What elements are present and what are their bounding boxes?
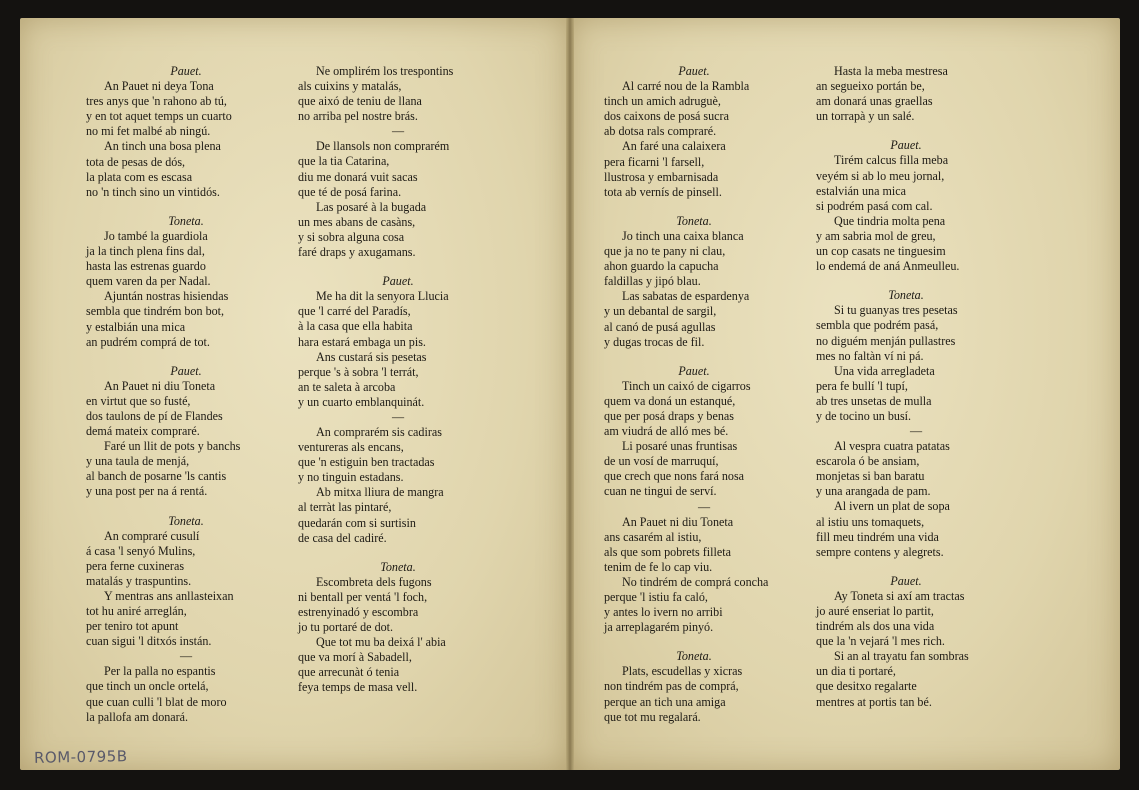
verse-line: per teniro tot apunt [86,619,179,634]
verse-line: No tindrém de comprá concha [622,574,769,589]
column-2 [298,64,498,696]
verse-line: llustrosa y embarnisada [604,169,719,184]
column-4 [816,64,1016,710]
verse-line: y estalbián una mica [86,319,186,334]
verse-line: tenim de fe lo cap viu. [604,559,713,574]
verse-line: Las sabatas de espardenya [622,289,750,304]
verse-line: faldillas y jipó blau. [604,274,701,289]
verse-line: Y mentras ans anllasteixan [104,589,234,603]
verse-line: Que tot mu ba deixá l' abia [316,635,446,650]
column-3 [604,64,804,725]
verse-line: no 'n tinch sino un vintidós. [86,184,220,199]
verse-line: que tinch un oncle ortelá, [86,679,209,694]
stanza-gap [816,560,1016,574]
verse-line: perque 'l istiu fa caló, [604,590,708,604]
verse-line: estrenyinadó y escombra [298,605,419,619]
speaker-name: Pauet. [890,573,922,588]
verse-line: Jo també la guardiola [104,228,208,243]
verse-line: als que som pobrets filleta [604,544,731,559]
verse-line: que va morí à Sabadell, [298,650,412,665]
speaker-name: Pauet. [382,274,414,289]
verse-line: y un cuarto emblanquinát. [298,394,425,409]
verse-line: que crech que nons fará nosa [604,469,745,484]
verse-line: pera ferne cuxineras [86,558,185,573]
verse-line: Las posaré à la bugada [316,199,427,214]
verse-line: á casa 'l senyó Mulins, [86,543,196,558]
verse-line: quem va doná un estanqué, [604,393,736,408]
verse-line: cuan ne tingui de serví. [604,484,717,499]
page-fold [566,18,574,770]
verse-line: al istiu uns tomaquets, [816,514,925,529]
verse-line: à la casa que ella habita [298,319,413,334]
verse-line: Me ha dit la senyora Llucia [316,289,449,304]
verse-line: Per la palla no espantis [104,664,216,679]
verse-line: sembla que podrém pasá, [816,318,939,333]
verse-line: que ja no te pany ni clau, [604,244,726,259]
stanza-gap [86,200,286,214]
verse-line: Ajuntán nostras hisiendas [104,289,229,304]
verse-line: Plats, escudellas y xicras [622,664,743,679]
verse-line: de un vosí de marruquí, [604,454,719,469]
verse-line: al canó de pusá agullas [604,319,716,334]
verse-line: dos taulons de pí de Flandes [86,408,223,423]
verse-line: jo tu portaré de dot. [298,620,394,635]
speaker-name: Toneta. [888,288,924,303]
verse-line: Faré un llit de pots y banchs [104,439,241,454]
speaker-name: Pauet. [170,363,202,378]
verse-line: Al ivern un plat de sopa [834,499,950,514]
verse-line: y en tot aquet temps un cuarto [86,109,232,124]
verse-line: fill meu tindrém una vida [816,529,939,544]
verse-line: Jo tinch una caixa blanca [622,228,744,243]
stanza-gap [604,635,804,649]
verse-line: An faré una calaixera [622,139,726,154]
verse-line: hara estará embaga un pis. [298,334,426,349]
verse-line: lo endemá de aná Anmeulleu. [816,259,960,274]
verse-line: y una taula de menjá, [86,454,190,469]
verse-line: y no tinguin estadans. [298,470,404,485]
verse-line: que la 'n vejará 'l mes rich. [816,634,945,649]
verse-line: y am sabria mol de greu, [816,228,936,243]
verse-line: als cuixins y matalás, [298,79,402,94]
verse-line: An tinch una bosa plena [104,139,221,154]
verse-line: ni bentall per ventá 'l foch, [298,589,428,604]
verse-line: tot hu aniré arreglán, [86,604,187,619]
verse-line: sempre contens y alegrets. [816,544,944,559]
verse-line: dos caixons de posá sucra [604,109,729,124]
verse-line: y una arangada de pam. [816,484,931,499]
verse-line: Si tu guanyas tres pesetas [834,303,958,318]
verse-line: An Pauet ni deya Tona [104,79,214,94]
stanza-gap [604,200,804,214]
archive-label: ROM-0795B [33,747,128,767]
speaker-name: Toneta. [380,559,416,574]
verse-line: non tindrém pas de comprá, [604,679,739,694]
verse-line: An Pauet ni diu Toneta [104,378,216,393]
column-1 [86,64,286,725]
verse-line: ja arreplagarém pinyó. [604,620,714,635]
stanza-gap [604,350,804,364]
verse-line: que arrecunàt ó tenia [298,665,400,680]
verse-line: Al carré nou de la Rambla [622,79,750,94]
verse-line: feya temps de masa vell. [298,680,418,695]
stanza-gap [86,350,286,364]
verse-line: un mes abans de casàns, [298,214,416,229]
verse-line: escarola ó be ansiam, [816,454,920,469]
verse-line: que desitxo regalarte [816,679,917,694]
stanza-gap [816,274,1016,288]
verse-line: tindrém als dos una vida [816,619,935,634]
verse-line: no mi fet malbé ab ningú. [86,124,211,139]
verse-line: demá mateix compraré. [86,424,200,439]
verse-line: pera ficarni 'l farsell, [604,154,705,169]
verse-line: que la tia Catarina, [298,154,390,169]
verse-line: un torrapà y un salé. [816,109,915,124]
verse-line: y un debantal de sargil, [604,304,717,319]
verse-line: an pudrém comprá de tot. [86,334,210,349]
section-dash: — [697,499,711,514]
verse-line: y antes lo ivern no arribi [604,605,723,620]
section-dash: — [391,409,405,424]
verse-line: mentres at portis tan bé. [816,694,932,709]
speaker-name: Pauet. [678,64,710,78]
verse-line: jo auré enseriat lo partit, [816,604,934,618]
verse-line: al terràt las pintaré, [298,500,392,515]
verse-line: Al vespra cuatra patatas [834,439,950,454]
verse-line: no arriba pel nostre brás. [298,109,418,124]
stanza-gap [816,124,1016,138]
stanza-gap [86,500,286,514]
verse-line: quem varen da per Nadal. [86,274,211,289]
verse-line: pera fe bullí 'l tupí, [816,378,908,393]
verse-line: ab dotsa rals compraré. [604,124,717,139]
verse-line: am donará unas graellas [816,94,933,109]
speaker-name: Toneta. [676,649,712,664]
verse-line: y dugas trocas de fil. [604,334,705,349]
verse-line: Escombreta dels fugons [316,574,432,589]
verse-line: que aixó de teniu de llana [298,94,422,109]
verse-line: y si sobra alguna cosa [298,229,405,244]
verse-line: Tinch un caixó de cigarros [622,378,751,393]
verse-line: un cop casats ne tinguesim [816,244,946,259]
verse-line: sembla que tindrém bon bot, [86,304,225,319]
verse-line: que cuan culli 'l blat de moro [86,694,227,709]
verse-line: An comprarém sis cadiras [316,424,442,439]
verse-line: An compraré cusulí [104,528,200,543]
verse-line: an segueixo portán be, [816,79,925,94]
verse-line: diu me donará vuit sacas [298,169,418,184]
verse-line: Hasta la meba mestresa [834,64,948,78]
speaker-name: Pauet. [678,363,710,378]
verse-line: la pallofa am donará. [86,709,189,724]
verse-line: al banch de posarne 'ls cantis [86,469,227,484]
verse-line: faré draps y axugamans. [298,245,416,260]
verse-line: que per posá draps y benas [604,408,734,423]
speaker-name: Toneta. [676,213,712,228]
verse-line: Que tindria molta pena [834,213,946,228]
verse-line: y de tocino un busí. [816,408,912,423]
verse-line: Ab mitxa lliura de mangra [316,485,444,500]
verse-line: monjetas si ban baratu [816,469,925,484]
speaker-name: Toneta. [168,213,204,228]
verse-line: que 'l carré del Paradís, [298,304,411,319]
verse-line: cuan sigui 'l ditxós instán. [86,634,212,649]
verse-line: un dia ti portaré, [816,664,896,679]
verse-line: Ay Toneta si axí am tractas [834,588,965,603]
verse-line: ans casarém al istiu, [604,529,702,544]
verse-line: mes no faltàn ví ni pá. [816,348,924,363]
verse-line: no diguém menján pullastres [816,333,956,348]
stanza-gap [298,546,498,560]
verse-line: que té de posá farina. [298,184,402,199]
verse-line: Una vida arregladeta [834,363,935,378]
section-dash: — [909,424,923,439]
verse-line: que 'n estiguin ben tractadas [298,455,435,470]
verse-line: Ans custará sis pesetas [316,349,427,364]
verse-line: Ne omplirém los trespontins [316,64,454,78]
verse-line: que tot mu regalará. [604,709,701,724]
speaker-name: Toneta. [168,513,204,528]
speaker-name: Pauet. [170,64,202,78]
verse-line: la plata com es escasa [86,169,193,184]
verse-line: en virtut que so fusté, [86,393,191,408]
verse-line: am viudrá de alló mes bé. [604,424,729,439]
stanza-gap [298,260,498,274]
verse-line: ja la tinch plena fins dal, [86,244,205,259]
verse-line: tres anys que 'n rahono ab tú, [86,94,227,109]
verse-line: tota de pesas de dós, [86,154,186,169]
verse-line: si podrém pasá com cal. [816,198,933,213]
verse-line: De llansols non comprarém [316,139,450,154]
verse-line: An Pauet ni diu Toneta [622,514,734,529]
verse-line: Li posaré unas fruntisas [622,439,738,454]
verse-line: an te saleta à arcoba [298,379,396,394]
verse-line: y una post per na á rentá. [86,484,208,499]
verse-line: perque 's à sobra 'l terrát, [298,364,419,379]
verse-line: Si an al trayatu fan sombras [834,649,969,664]
verse-line: estalvián una mica [816,183,906,198]
verse-line: perque an tich una amiga [604,694,726,709]
section-dash: — [179,649,193,664]
verse-line: tota ab vernís de pinsell. [604,184,722,199]
speaker-name: Pauet. [890,138,922,153]
section-dash: — [391,124,405,139]
verse-line: hasta las estrenas guardo [86,259,206,274]
verse-line: ahon guardo la capucha [604,259,719,274]
verse-line: Tirém calcus filla meba [834,153,949,168]
verse-line: ab tres unsetas de mulla [816,393,932,408]
verse-line: ventureras als encans, [298,440,404,455]
verse-line: tinch un amich adruguè, [604,94,721,109]
verse-line: veyém si ab lo meu jornal, [816,168,945,183]
verse-line: de casa del cadiré. [298,530,387,545]
verse-line: matalás y traspuntins. [86,573,192,588]
verse-line: quedarán com si surtisin [298,515,416,530]
